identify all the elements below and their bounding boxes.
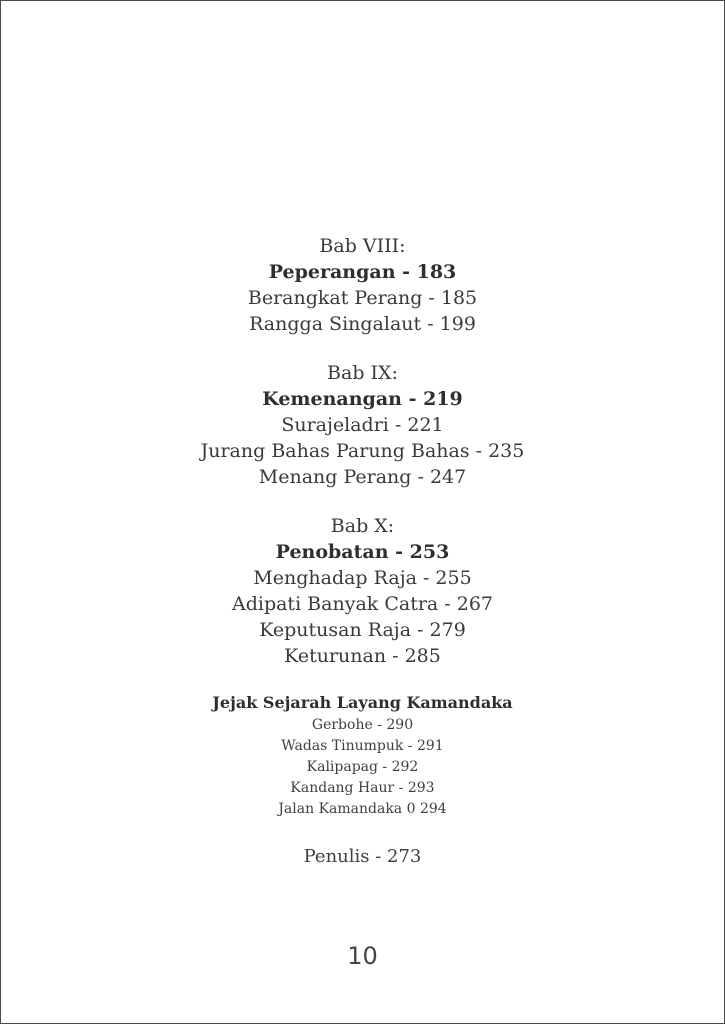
chapter-title: Peperangan - 183 (268, 261, 457, 283)
table-of-contents (1, 233, 724, 887)
chapter-x (1, 513, 724, 669)
page-number: 10 (347, 942, 378, 970)
chapter-title: Kemenangan - 219 (262, 388, 463, 410)
history-entry: Kandang Haur - 293 (290, 780, 435, 796)
section-entry: Rangga Singalaut - 199 (249, 313, 476, 335)
section-entry: Menang Perang - 247 (258, 466, 467, 488)
section-entry: Adipati Banyak Catra - 267 (231, 593, 494, 615)
section-entry: Menghadap Raja - 255 (253, 567, 472, 589)
chapter-title: Penobatan - 253 (275, 541, 450, 563)
history-entry: Gerbohe - 290 (311, 717, 414, 733)
history-entry: Wadas Tinumpuk - 291 (281, 738, 444, 754)
history-entry: Kalipapag - 292 (306, 759, 419, 775)
chapter-ix (1, 360, 724, 490)
section-entry: Keputusan Raja - 279 (259, 619, 466, 641)
section-entry: Jurang Bahas Parung Bahas - 235 (200, 440, 525, 462)
chapter-label: Bab IX: (327, 362, 398, 384)
chapter-label: Bab VIII: (319, 235, 406, 257)
chapter-viii (1, 233, 724, 337)
author-entry: Penulis - 273 (303, 846, 422, 867)
history-entry: Jalan Kamandaka 0 294 (278, 801, 447, 817)
section-entry: Surajeladri - 221 (281, 414, 444, 436)
history-section (1, 692, 724, 820)
history-title: Jejak Sejarah Layang Kamandaka (212, 693, 513, 712)
section-entry: Berangkat Perang - 185 (247, 287, 478, 309)
chapter-label: Bab X: (330, 515, 395, 537)
section-entry: Keturunan - 285 (284, 645, 441, 667)
